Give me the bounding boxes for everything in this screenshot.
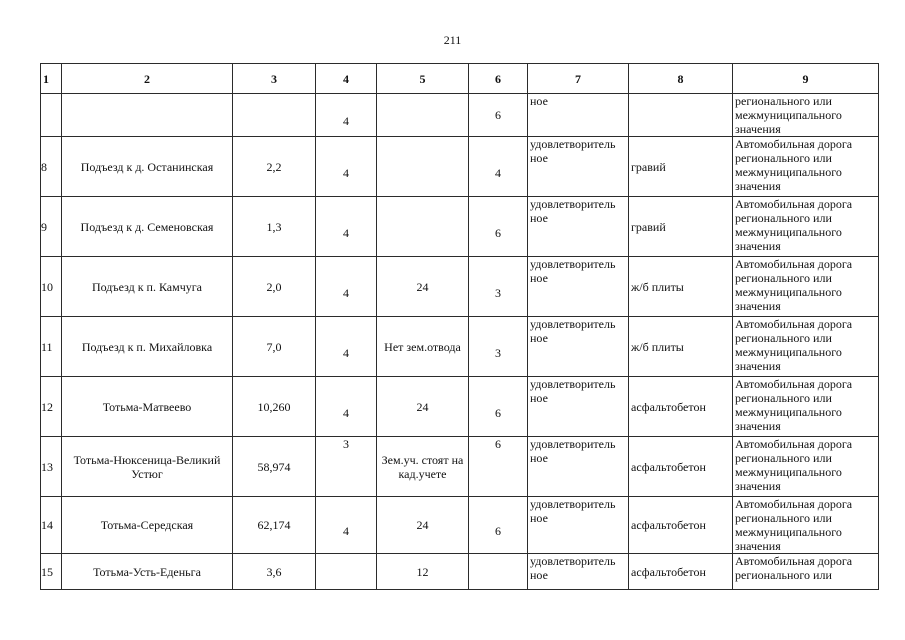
surface-cell: асфальтобетон (629, 437, 733, 497)
road-name-cell: Тотьма-Усть-Еденьга (62, 554, 233, 590)
column-5-cell: Зем.уч. стоят на кад.учете (377, 437, 469, 497)
surface-cell: гравий (629, 137, 733, 197)
surface-cell: ж/б плиты (629, 257, 733, 317)
header-cell: 7 (528, 64, 629, 94)
column-5-cell: 12 (377, 554, 469, 590)
table-row (41, 257, 879, 317)
header-cell: 4 (316, 64, 377, 94)
column-4-cell: 4 (316, 137, 377, 197)
road-name-cell: Подъезд к п. Камчуга (62, 257, 233, 317)
table-row (41, 94, 879, 137)
road-name-cell: Подъезд к п. Михайловка (62, 317, 233, 377)
condition-cell: удовлетворитель ное (528, 137, 629, 197)
condition-cell: удовлетворитель ное (528, 197, 629, 257)
condition-cell: удовлетворитель ное (528, 317, 629, 377)
column-4-cell: 4 (316, 94, 377, 137)
road-name-cell (62, 94, 233, 137)
column-4-cell: 4 (316, 317, 377, 377)
significance-cell: регионального или межмуниципального значения (733, 94, 879, 137)
column-6-cell: 6 (469, 437, 528, 497)
road-name-cell: Тотьма-Нюксеница-Великий Устюг (62, 437, 233, 497)
significance-cell: Автомобильная дорога регионального или межмуниципального значения (733, 377, 879, 437)
row-number-cell: 11 (41, 317, 62, 377)
significance-cell: Автомобильная дорога регионального или (733, 554, 879, 590)
column-6-cell: 6 (469, 497, 528, 554)
surface-cell: гравий (629, 197, 733, 257)
header-row (41, 64, 879, 94)
column-6-cell: 6 (469, 377, 528, 437)
column-5-cell: Нет зем.отвода (377, 317, 469, 377)
length-cell: 1,3 (233, 197, 316, 257)
column-6-cell: 4 (469, 137, 528, 197)
column-4-cell: 4 (316, 197, 377, 257)
length-cell: 58,974 (233, 437, 316, 497)
condition-cell: удовлетворитель ное (528, 257, 629, 317)
column-6-cell: 6 (469, 197, 528, 257)
header-cell: 8 (629, 64, 733, 94)
condition-cell: ное (528, 94, 629, 137)
row-number-cell: 14 (41, 497, 62, 554)
surface-cell (629, 94, 733, 137)
header-cell: 6 (469, 64, 528, 94)
column-6-cell: 3 (469, 317, 528, 377)
road-name-cell: Подъезд к д. Останинская (62, 137, 233, 197)
row-number-cell: 15 (41, 554, 62, 590)
roads-table (40, 63, 879, 590)
significance-cell: Автомобильная дорога регионального или межмуниципального значения (733, 257, 879, 317)
row-number-cell: 13 (41, 437, 62, 497)
surface-cell: ж/б плиты (629, 317, 733, 377)
table-row (41, 197, 879, 257)
condition-cell: удовлетворитель ное (528, 437, 629, 497)
column-5-cell (377, 94, 469, 137)
table-row (41, 437, 879, 497)
surface-cell: асфальтобетон (629, 554, 733, 590)
significance-cell: Автомобильная дорога регионального или межмуниципального значения (733, 497, 879, 554)
column-4-cell: 3 (316, 437, 377, 497)
table-row (41, 137, 879, 197)
column-5-cell (377, 137, 469, 197)
column-4-cell: 4 (316, 257, 377, 317)
length-cell: 2,0 (233, 257, 316, 317)
significance-cell: Автомобильная дорога регионального или межмуниципального значения (733, 317, 879, 377)
road-name-cell: Подъезд к д. Семеновская (62, 197, 233, 257)
road-name-cell: Тотьма-Матвеево (62, 377, 233, 437)
row-number-cell: 10 (41, 257, 62, 317)
row-number-cell: 8 (41, 137, 62, 197)
table-row (41, 377, 879, 437)
length-cell: 10,260 (233, 377, 316, 437)
column-6-cell (469, 554, 528, 590)
length-cell: 62,174 (233, 497, 316, 554)
surface-cell: асфальтобетон (629, 377, 733, 437)
significance-cell: Автомобильная дорога регионального или межмуниципального значения (733, 437, 879, 497)
column-4-cell: 4 (316, 497, 377, 554)
condition-cell: удовлетворитель ное (528, 554, 629, 590)
header-cell: 2 (62, 64, 233, 94)
column-5-cell (377, 197, 469, 257)
header-cell: 5 (377, 64, 469, 94)
row-number-cell (41, 94, 62, 137)
condition-cell: удовлетворитель ное (528, 497, 629, 554)
road-name-cell: Тотьма-Середская (62, 497, 233, 554)
length-cell: 2,2 (233, 137, 316, 197)
row-number-cell: 9 (41, 197, 62, 257)
significance-cell: Автомобильная дорога регионального или межмуниципального значения (733, 137, 879, 197)
length-cell: 3,6 (233, 554, 316, 590)
column-5-cell: 24 (377, 257, 469, 317)
column-5-cell: 24 (377, 497, 469, 554)
header-cell: 1 (41, 64, 62, 94)
column-4-cell (316, 554, 377, 590)
row-number-cell: 12 (41, 377, 62, 437)
table-row (41, 497, 879, 554)
column-6-cell: 6 (469, 94, 528, 137)
page-number: 211 (443, 33, 462, 47)
column-5-cell: 24 (377, 377, 469, 437)
condition-cell: удовлетворитель ное (528, 377, 629, 437)
header-cell: 9 (733, 64, 879, 94)
length-cell (233, 94, 316, 137)
table-row (41, 317, 879, 377)
table-row (41, 554, 879, 590)
length-cell: 7,0 (233, 317, 316, 377)
header-cell: 3 (233, 64, 316, 94)
significance-cell: Автомобильная дорога регионального или межмуниципального значения (733, 197, 879, 257)
surface-cell: асфальтобетон (629, 497, 733, 554)
column-6-cell: 3 (469, 257, 528, 317)
column-4-cell: 4 (316, 377, 377, 437)
